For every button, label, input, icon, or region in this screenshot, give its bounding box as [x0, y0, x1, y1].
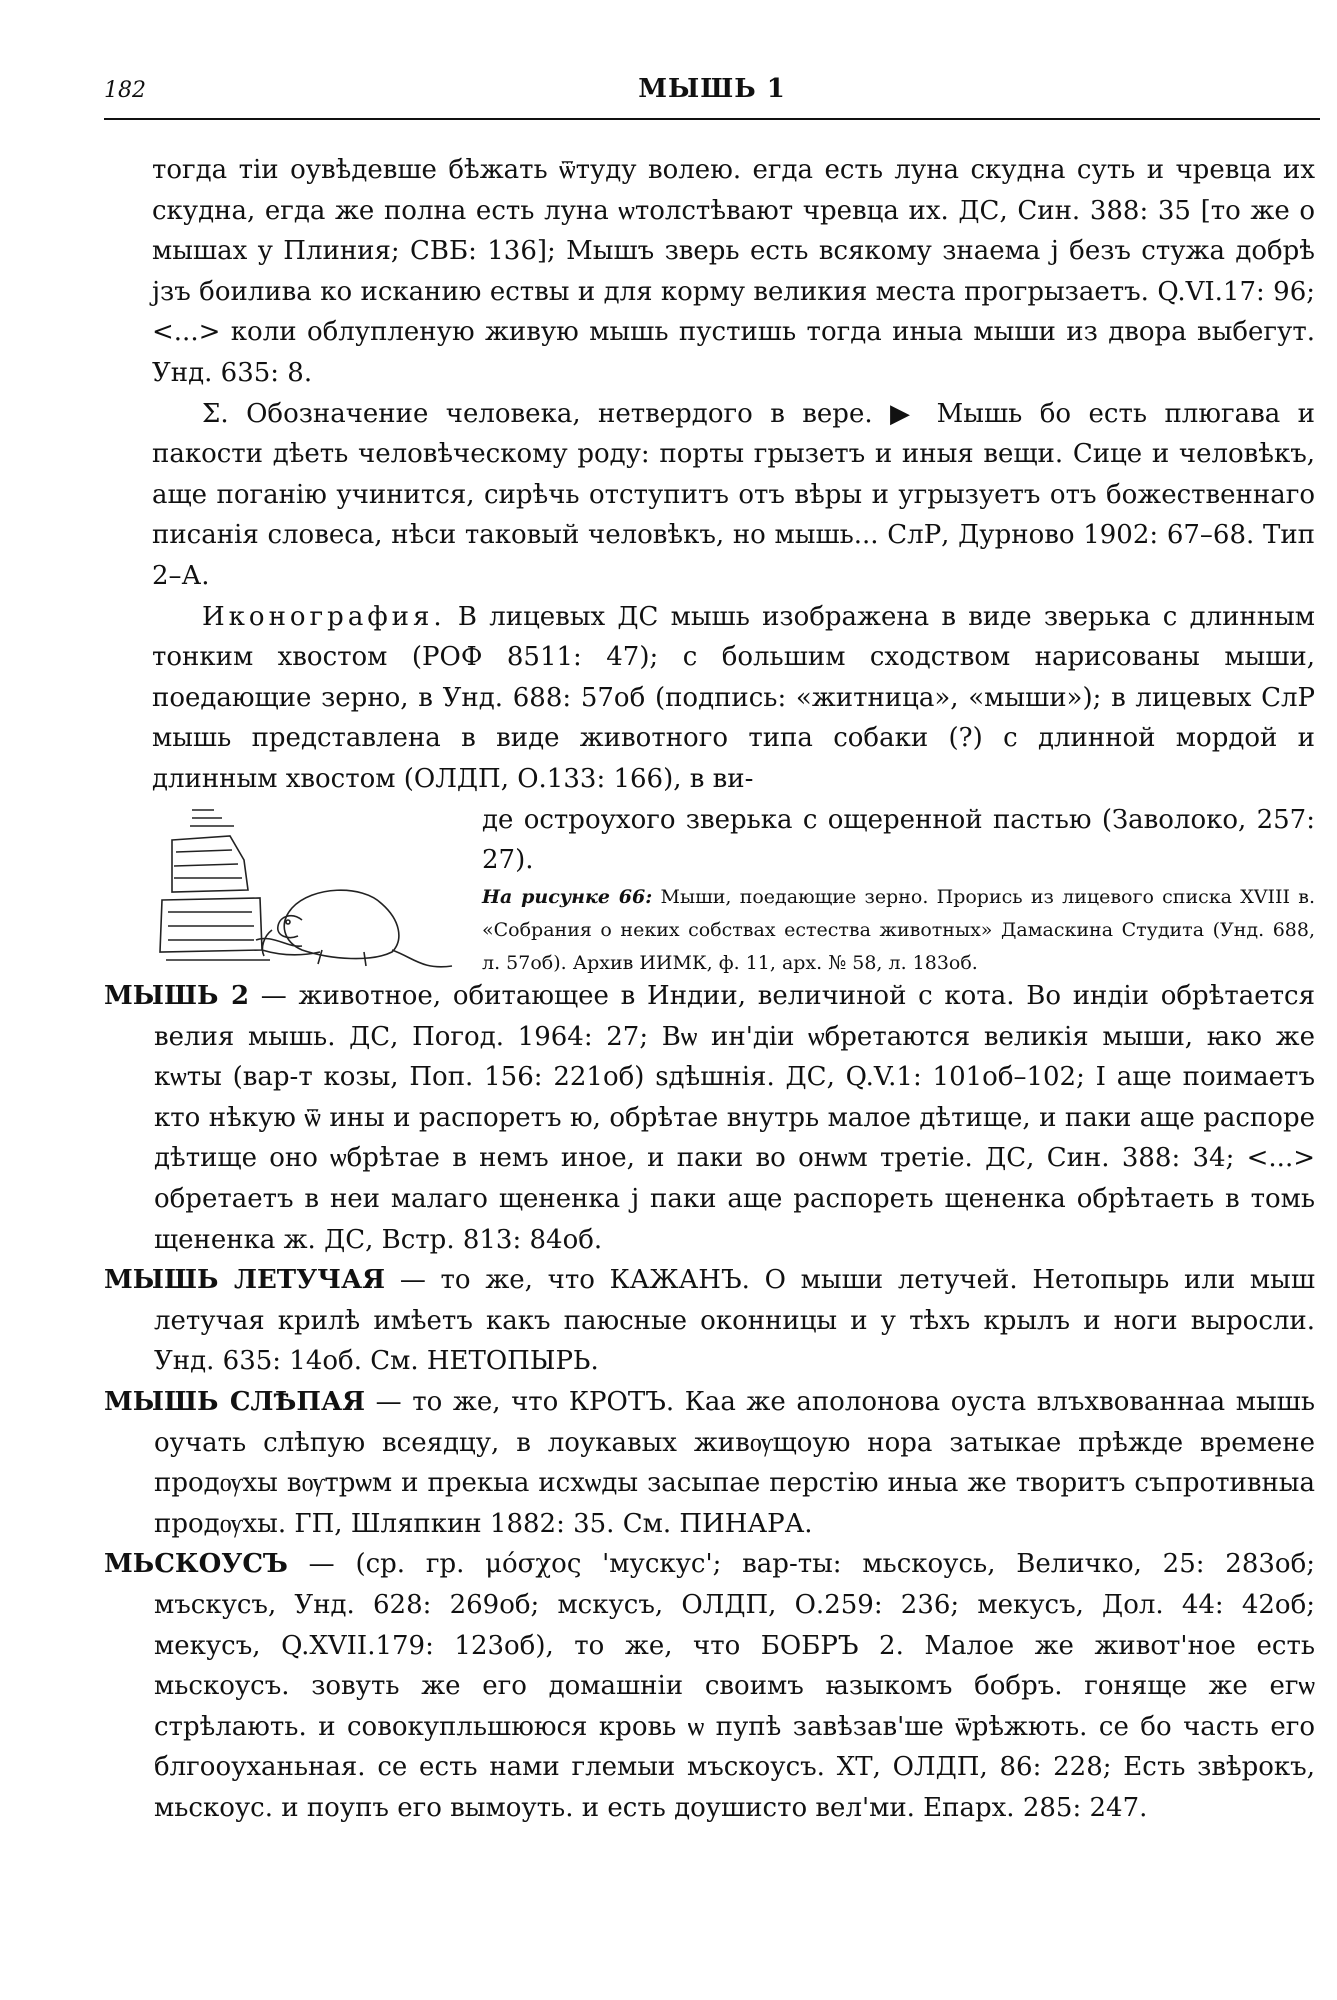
running-head: МЫШЬ 1 — [638, 74, 786, 104]
figure-side-text — [482, 800, 1315, 980]
sigma-paragraph: Σ. Обозначение человека, нетвердого в вере. ▶ Мышь бо есть плюгава и пакости дѣеть человѣческому роду: порты грызетъ и иныя вещи. Сице и человѣкъ, аще поганію учинится, сирѣчь отступитъ отъ вѣры и угрызуетъ отъ божественнаго писанія словеса, нѣси таковый человѣкъ, но мышь... СлР, Дурново 1902: 67–68. Тип 2–А. — [152, 398, 1315, 591]
entry-text: — то же, что КАЖАНЪ. О мыши летучей. Нетопырь или мыш летучая крилѣ имѣетъ какъ паюсные оконницы и у тѣхъ крылъ и ноги выросли. Унд. 635: 14об. См. НЕТОПЫРЬ. — [154, 1265, 1315, 1377]
iconography-label: Иконография. — [202, 601, 446, 632]
figure-caption — [482, 881, 1315, 980]
iconography-continuation: де остроухого зверька с ощеренной пастью (Заволоко, 257: 27). — [482, 804, 1315, 876]
dictionary-entry — [104, 1260, 1315, 1382]
dictionary-entries — [104, 976, 1315, 1828]
caption-lead: На рисунке 66: — [482, 885, 653, 908]
dictionary-entry — [104, 976, 1315, 1260]
entry-headword: МЬСКОУСЪ — [104, 1549, 288, 1580]
entry-text: — животное, обитающее в Индии, величиной с кота. Во индіи обрѣтается велия мышь. ДС, Погод. 1964: 27; Вѡ ин'діи ѡбретаются великія мыши, ꙗко же кѡты (вар-т козы, Поп. 156: 221об) ѕдѣшнія. ДС, Q.V.1: 101об–102; І аще поимаетъ кто нѣкую ѿ ины и распоретъ ю, обрѣтае внутрь малое дѣтище, и паки аще распоре дѣтище оно ѡбрѣтае в немъ иное, и паки во онѡм третіе. ДС, Син. 388: 34; <...> обретаетъ в неи малаго щененка j паки аще распореть щененка обрѣтаеть в томь щененка ж. ДС, Встр. 813: 84об. — [154, 981, 1315, 1255]
iconography-text: В лицевых ДС мышь изображена в виде зверька с длинным тонким хвостом (РОФ 8511: 47); с большим сходством нарисованы мыши, поедающие зерно, в Унд. 688: 57об (подпись: «житница», «мыши»); в лицевых СлР мышь представлена в виде животного типа собаки (?) с длинной мордой и длинным хвостом (ОЛДП, О.133: 166), в ви- — [152, 601, 1315, 794]
dictionary-entry — [104, 1382, 1315, 1544]
entry-text: — то же, что КРОТЪ. Каа же аполонова оуста влъхвованнаа мышь оучать слѣпую всеядцу, в лоукавых живѹщоую нора затыкае прѣжде времене продѹхы вѹтрѡм и прекыа исхѡды засыпае перстію иныа же творитъ съпротивныа продѹхы. ГП, Шляпкин 1882: 35. См. ПИНАРА. — [154, 1386, 1316, 1539]
entry-body — [152, 150, 1315, 1044]
iconography-paragraph — [152, 597, 1315, 800]
continuation-paragraph: тогда тіи оувѣдевше бѣжать ѿтуду волею. егда есть луна скудна суть и чревца их скудна, егда же полна есть луна ѡтолстѣвают чревца их. ДС, Син. 388: 35 [то же о мышах у Плиния; СВБ: 136]; Мышъ зверь есть всякому знаема j безъ стужа добрѣ jзъ боилива ко исканию ествы и для корму великия места прогрызаетъ. Q.VI.17: 96; <...> коли облупленую живую мышь пустишь тогда иныа мыши из двора выбегут. Унд. 635: 8. — [152, 155, 1315, 388]
entry-headword: МЫШЬ ЛЕТУЧАЯ — [104, 1265, 386, 1296]
entry-headword: МЫШЬ СЛѢПАЯ — [104, 1386, 366, 1417]
caption-text: Мыши, поедающие зерно. Прорись из лицевого списка XVIII в. «Собрания о неких собствах естества животных» Дамаскина Студита (Унд. 688, л. 57об). Архив ИИМК, ф. 11, арх. № 58, л. 183об. — [482, 885, 1315, 974]
entry-headword: МЫШЬ 2 — [104, 981, 250, 1011]
page-number: 182 — [104, 78, 146, 103]
dictionary-entry — [104, 1544, 1315, 1828]
entry-text: — (ср. гр. μόσχος 'мускус'; вар-ты: мьскоусь, Величко, 25: 283об; мъскусъ, Унд. 628: 269об; мскусъ, ОЛДП, О.259: 236; мекусъ, Дол. 44: 42об; мекусъ, Q.XVII.179: 123об), то же, что БОБРЪ 2. Малое же живот'ное есть мьскоусъ. зовуть же его домашніи своимъ ꙗзыкомъ бобръ. гоняще же егѡ стрѣлають. и совокупльшююся кровь ѡ пупѣ завѣзав'ше ѿрѣжють. се бо часть его блгооуханьная. се есть нами глемыи мъскоусъ. ХТ, ОЛДП, 86: 228; Есть звѣрокъ, мьскоус. и поупъ его вымоуть. и есть доушисто вел'ми. Епарх. 285: 247. — [154, 1549, 1315, 1823]
page-header — [104, 72, 1320, 120]
